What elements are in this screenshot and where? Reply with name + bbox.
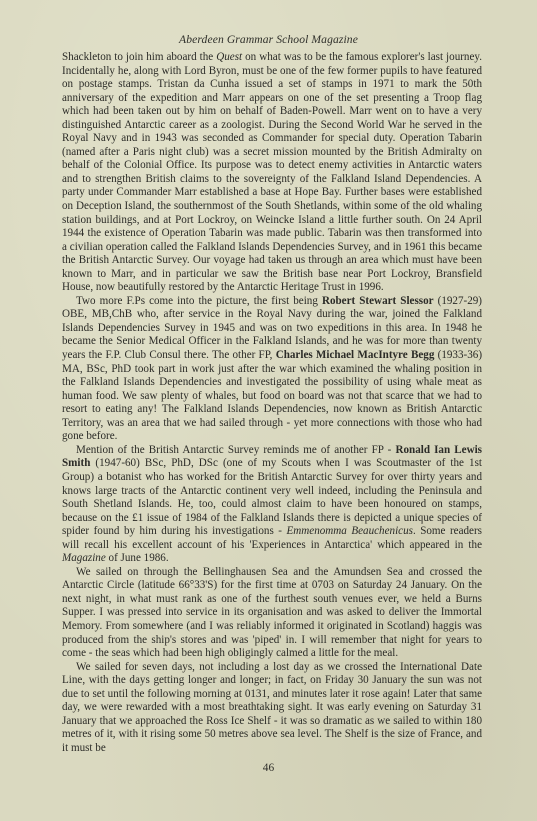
person-name-bold: Charles Michael MacIntyre Begg — [275, 349, 435, 362]
paragraph-text: of June 1986. — [105, 552, 169, 565]
paragraph-text: Two more F.Ps come into the picture, the first being — [76, 294, 322, 307]
paragraph-text: (1927-29) OBE, MB,ChB who, after service in the Royal Navy during the war, joined the Falkland Islands Dependencies Survey in 1945 and was on two expeditions in this area. In 1948 he became the Senior Medical Officer in the Falkland Islands, and he was for more than twenty years the F.P. Club Consul there. The other FP, — [62, 294, 482, 362]
paragraph — [62, 295, 482, 444]
page-number: 46 — [262, 762, 275, 774]
magazine-title-italic: Magazine — [62, 552, 106, 565]
paragraph-text: . Some readers will recall his excellent account of his 'Experiences in Antarctica' which appeared in the — [62, 525, 482, 551]
species-name-italic: Emmenomma Beauchenicus — [286, 525, 413, 538]
paragraph-text: on what was to be the famous explorer's last journey. Incidentally he, along with Lord Byron, must be one of the few former pupils to have featured on postage stamps. Tristan da Cunha issued a set of stamps in 1971 to mark the 50th anniversary of the expedition and Marr appears on one of the set presenting a Troop flag which had been taken out by him on behalf of Baden-Powell. Marr went on to have a very distinguished Antarctic career as a zoologist. During the Second World War he served in the Royal Navy and in 1943 was seconded as Commander for special duty. Operation Tabarin (named after a Paris night club) was a secret mission mounted by the British Admiralty on behalf of the Colonial Office. Its purpose was to detect enemy activities in Antarctic waters and to strengthen British claims to the sovereignty of the Falkland Island Dependencies. A party under Commander Marr established a base at Hope Bay. Further bases were established on Deception Island, the southernmost of the South Shetlands, within some of the old whaling station buildings, and at Port Lockroy, on Weincke Island a little further south. On 24 April 1944 the existence of Operation Tabarin was made public. Tabarin was then transformed into a civilian operation called the Falkland Islands Dependencies Survey, and in 1961 this became the British Antarctic Survey. Our voyage had taken us through an area which must have been known to Marr, and in particular we saw the British base near Port Lockroy, Bransfield House, now beautifully restored by the Antarctic Heritage Trust in 1996. — [62, 51, 483, 294]
paragraph-text: (1947-60) BSc, PhD, DSc (one of my Scouts when I was Scoutmaster of the 1st Group) a botanist who has worked for the British Antarctic Survey for over thirty years and knows large tracts of the Antarctic continent very well indeed, including the Peninsula and South Shetland Islands. He, too, could almost claim to have been honoured on stamps, because on the £1 issue of 1984 of the Falkland Islands there is depicted a unique species of spider found by him during his investigations - — [62, 457, 482, 538]
person-name-bold: Robert Stewart Slessor — [321, 294, 434, 307]
paragraph-text: Shackleton to join him aboard the — [62, 51, 217, 63]
paragraph-text: Mention of the British Antarctic Survey reminds me of another FP - — [76, 443, 396, 456]
paragraph — [62, 51, 482, 295]
paragraph-text: We sailed on through the Bellinghausen Sea and the Amundsen Sea and crossed the Antarctic Circle (latitude 66°33'S) for the first time at 0703 on Saturday 24 January. On the next night, in what must rank as one of the furthest south venues ever, we held a Burns Supper. I was pressed into service in its organisation and was asked to deliver the Immortal Memory. From somewhere (and I was reliably informed it originated in Scotland) haggis was produced from the ship's stores and was 'piped' in. I will remember that night for years to come - the seas which had been high obligingly calmed a little for the meal. — [62, 565, 482, 660]
ship-name-italic: Quest — [216, 51, 243, 63]
paragraph — [62, 444, 482, 566]
running-head: Aberdeen Grammar School Magazine — [179, 33, 358, 46]
paragraph-text: We sailed for seven days, not including a lost day as we crossed the International Date Line, with the days getting longer and longer; in fact, on Friday 30 January the sun was not due to set until the following morning at 0131, and minutes later it rose again! Later that same day, we were rewarded with a most breathtaking sight. It was early evening on Saturday 31 January that we approached the Ross Ice Shelf - it was so dramatic as we sailed to within 180 metres of it, with it rising some 50 metres above sea level. The Shelf is the size of France, and it must be — [62, 660, 482, 754]
paragraph — [62, 566, 482, 661]
article-body — [62, 51, 482, 755]
paragraph — [62, 661, 482, 756]
person-name-bold: Ronald Ian Lewis Smith — [62, 443, 482, 470]
paragraph-text: (1933-36) MA, BSc, PhD took part in work just after the war which examined the whaling position in the Falkland Islands Dependencies and investigated the possibility of using whale meat as human food. We saw plenty of whales, but food on board was not that scarce that we had to resort to eating any! The Falkland Islands Dependencies, now known as British Antarctic Territory, was an area that we had sailed through - yet more connections with those who had gone before. — [62, 349, 483, 443]
